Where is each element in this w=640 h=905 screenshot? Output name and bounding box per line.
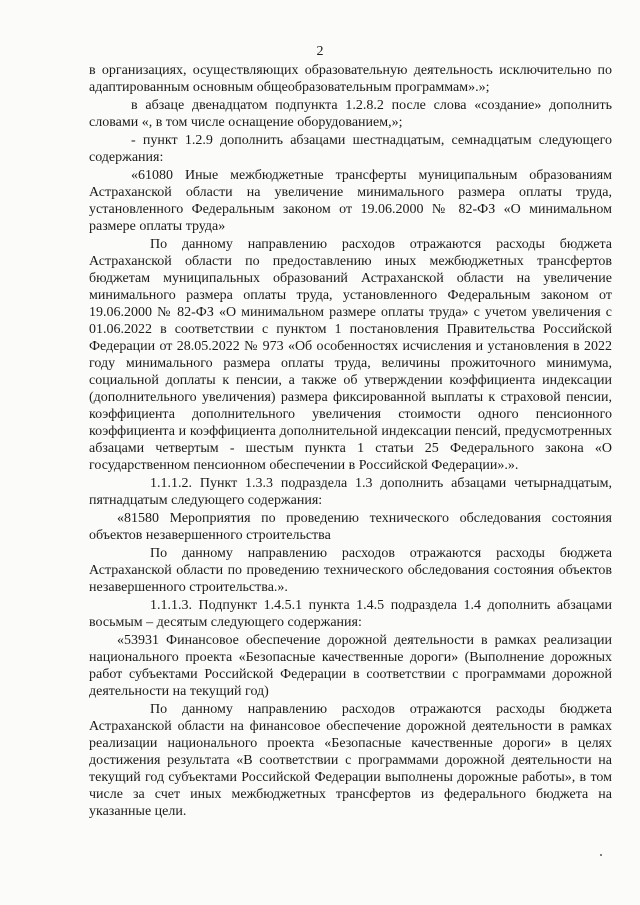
paragraph-amend-1-2-9: - пункт 1.2.9 дополнить абзацами шестнадцатым, семнадцатым следующего содержания: <box>89 133 612 165</box>
paragraph-amend-1-2-8-2: в абзаце двенадцатом подпункта 1.2.8.2 после слова «создание» дополнить словами «, в том числе оснащение оборудованием,»; <box>89 98 612 130</box>
paragraph-code-81580: «81580 Мероприятия по проведению технического обследования состояния объектов незавершенного строительства <box>89 511 612 543</box>
paragraph-amend-1-1-1-2: 1.1.1.2. Пункт 1.3.3 подраздела 1.3 дополнить абзацами четырнадцатым, пятнадцатым следующего содержания: <box>89 476 612 508</box>
paragraph-amend-1-1-1-3: 1.1.1.3. Подпункт 1.4.5.1 пункта 1.4.5 подраздела 1.4 дополнить абзацами восьмым – десятым следующего содержания: <box>89 598 612 630</box>
paragraph-53931-description: По данному направлению расходов отражаются расходы бюджета Астраханской области на финансовое обеспечение дорожной деятельности в рамках реализации национального проекта «Безопасные качественные дороги» в целях достижения результата «В соответствии с программами дорожной деятельности на текущий год субъектами Российской Федерации выполнены дорожные работы», в том числе за счет иных межбюджетных трансфертов из федерального бюджета на указанные цели. <box>89 702 612 819</box>
page-number: 2 <box>316 44 324 59</box>
scan-speck <box>600 854 602 856</box>
paragraph-61080-description: По данному направлению расходов отражаются расходы бюджета Астраханской области по предоставлению иных межбюджетных трансфертов бюджетам муниципальных образований Астраханской области на увеличение минимального размера оплаты труда, установленного Федеральным законом от 19.06.2000 № 82-ФЗ «О минимальном размере оплаты труда» с учетом увеличения с 01.06.2022 в соответствии с пунктом 1 постановления Правительства Российской Федерации от 28.05.2022 № 973 «Об особенностях исчисления и установления в 2022 году минимального размера оплаты труда, величины прожиточного минимума, социальной доплаты к пенсии, а также об утверждении коэффициента индексации (дополнительного увеличения) размера фиксированной выплаты к страховой пенсии, коэффициента дополнительного увеличения стоимости одного пенсионного коэффициента и коэффициента дополнительной индексации пенсий, предусмотренных абзацами четвертым - шестым пункта 1 статьи 25 Федерального закона «О государственном пенсионном обеспечении в Российской Федерации».». <box>89 237 612 473</box>
paragraph-81580-description: По данному направлению расходов отражаются расходы бюджета Астраханской области по проведению технического обследования состояния объектов незавершенного строительства.». <box>89 546 612 595</box>
paragraph-code-61080: «61080 Иные межбюджетные трансферты муниципальным образованиям Астраханской области на увеличение минимального размера оплаты труда, установленного Федеральным законом от 19.06.2000 № 82-ФЗ «О минимальном размере оплаты труда» <box>89 168 612 234</box>
paragraph-code-53931: «53931 Финансовое обеспечение дорожной деятельности в рамках реализации национального проекта «Безопасные качественные дороги» (Выполнение дорожных работ субъектами Российской Федерации в соответствии с программами дорожной деятельности на текущий год) <box>89 633 612 699</box>
paragraph-continuation: в организациях, осуществляющих образовательную деятельность исключительно по адаптированным основным общеобразовательным программам».»; <box>89 63 612 95</box>
document-body <box>89 62 612 821</box>
